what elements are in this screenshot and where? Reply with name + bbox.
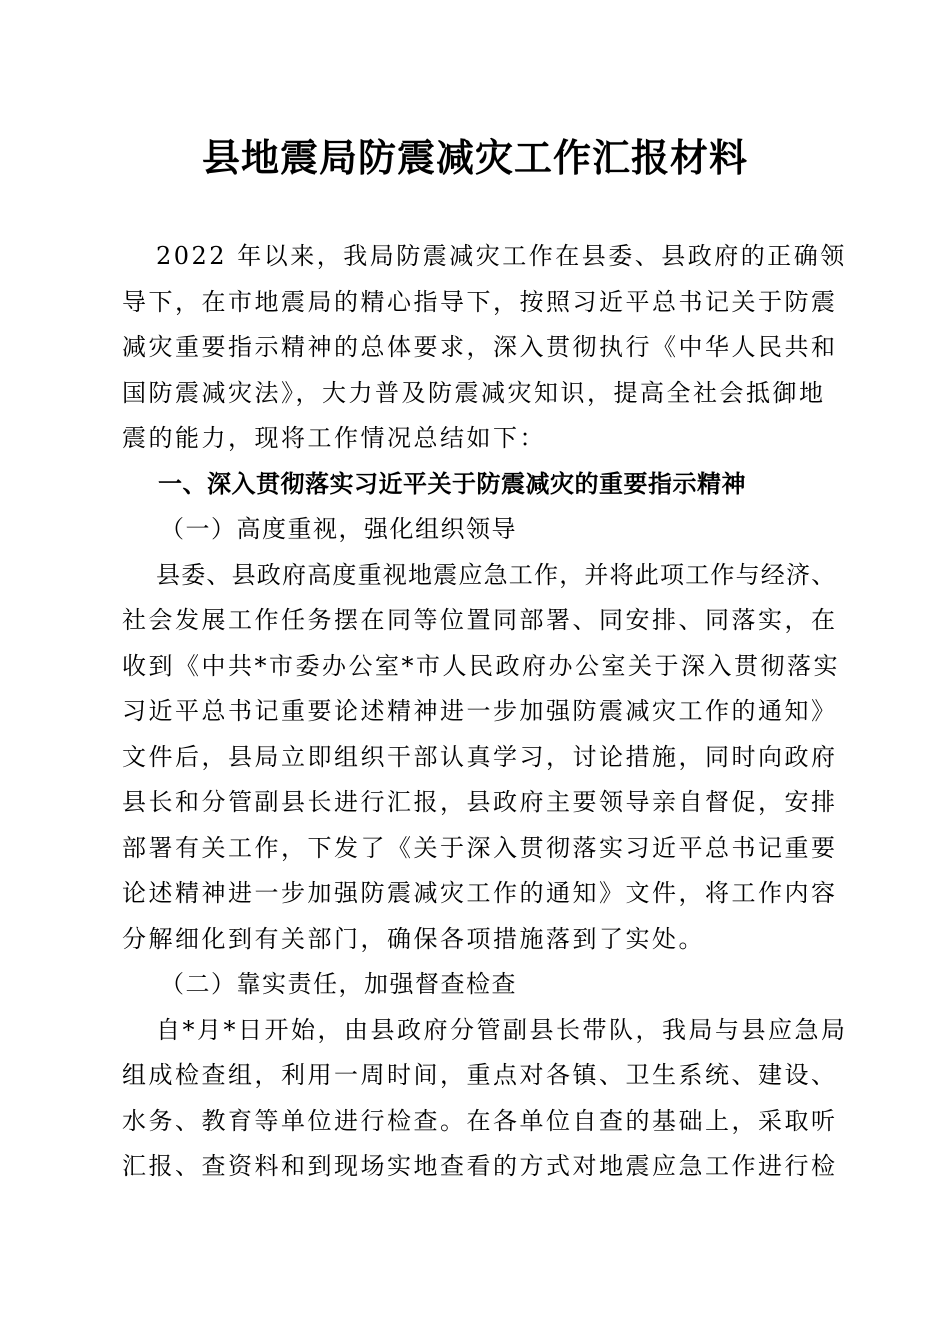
paragraph-line: 县委、县政府高度重视地震应急工作，并将此项工作与经济、 xyxy=(156,560,837,589)
subsection-2-paragraph xyxy=(122,1008,848,1190)
paragraph-line: 收到《中共*市委办公室*市人民政府办公室关于深入贯彻落实 xyxy=(122,651,840,680)
paragraph-line: 组成检查组，利用一周时间，重点对各镇、卫生系统、建设、 xyxy=(122,1061,838,1089)
intro-paragraph xyxy=(122,234,847,462)
paragraph-line: 社会发展工作任务摆在同等位置同部署、同安排、同落实，在 xyxy=(122,606,838,634)
paragraph-line: 水务、教育等单位进行检查。在各单位自查的基础上，采取听 xyxy=(122,1106,838,1135)
paragraph-line: 文件后，县局立即组织干部认真学习，讨论措施，同时向政府 xyxy=(122,742,838,771)
paragraph-line: 自*月*日开始，由县政府分管副县长带队，我局与县应急局 xyxy=(156,1015,848,1044)
section-heading: 一、深入贯彻落实习近平关于防震减灾的重要指示精神 xyxy=(158,469,746,498)
subsection-1-paragraph xyxy=(122,553,840,963)
paragraph-line: 分解细化到有关部门，确保各项措施落到了实处。 xyxy=(122,924,705,953)
paragraph-line: 导下，在市地震局的精心指导下，按照习近平总书记关于防震 xyxy=(122,287,838,316)
document-title: 县地震局防震减灾工作汇报材料 xyxy=(201,135,748,180)
paragraph-line: 习近平总书记重要论述精神进一步加强防震减灾工作的通知》 xyxy=(122,697,838,725)
paragraph-line: 震的能力，现将工作情况总结如下： xyxy=(122,424,546,452)
paragraph-line: 2022 年以来，我局防震减灾工作在县委、县政府的正确领 xyxy=(156,242,847,270)
paragraph-line: 国防震减灾法》，大力普及防震减灾知识，提高全社会抵御地 xyxy=(122,378,826,407)
paragraph-line: 减灾重要指示精神的总体要求，深入贯彻执行《中华人民共和 xyxy=(122,333,838,361)
paragraph-line: 部署有关工作，下发了《关于深入贯彻落实习近平总书记重要 xyxy=(122,833,838,862)
subsection-heading: （二）靠实责任，加强督查检查 xyxy=(160,970,517,998)
paragraph-line: 汇报、查资料和到现场实地查看的方式对地震应急工作进行检 xyxy=(122,1152,838,1180)
paragraph-line: 论述精神进一步加强防震减灾工作的通知》文件，将工作内容 xyxy=(122,879,838,907)
paragraph-line: 县长和分管副县长进行汇报，县政府主要领导亲自督促，安排 xyxy=(122,788,838,816)
document-body xyxy=(122,234,848,1190)
subsection-heading: （一）高度重视，强化组织领导 xyxy=(160,515,517,543)
